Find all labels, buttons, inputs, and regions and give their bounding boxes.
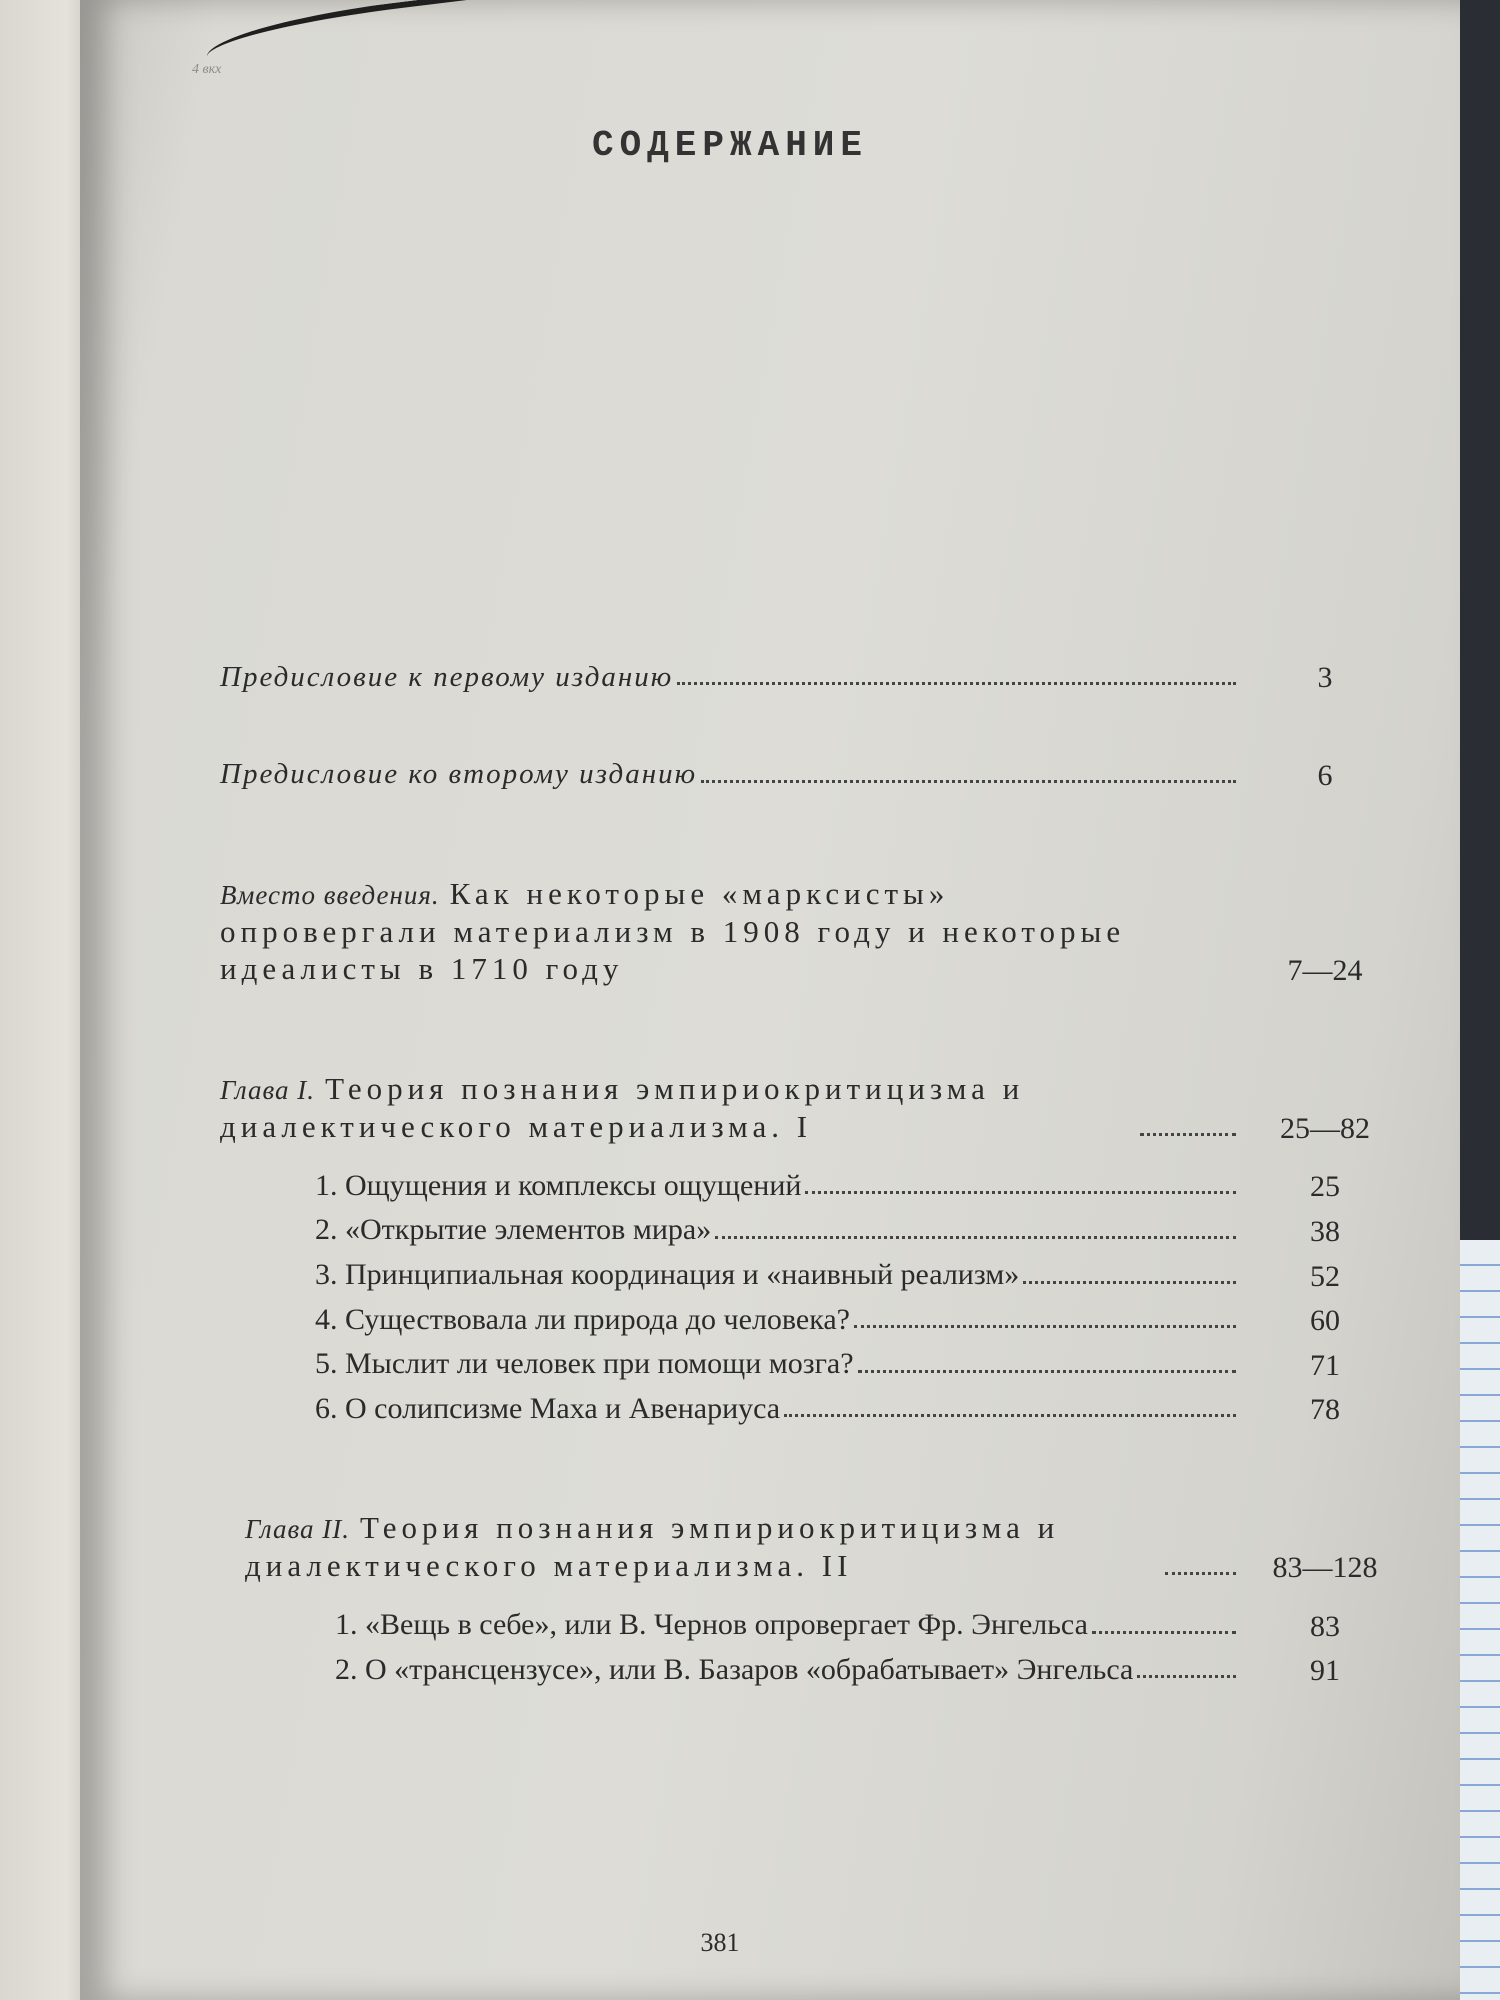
leader-dots: [677, 681, 1236, 685]
section-pages: 91: [1310, 1654, 1340, 1688]
chapter-title: Теория познания эмпириокритицизма и диалектического материализма. II: [245, 1510, 1060, 1584]
table-of-contents: [220, 660, 1400, 1688]
section-title: 6. О солипсизме Маха и Авенариуса: [315, 1391, 781, 1425]
section-title: 2. «Открытие элементов мира»: [315, 1213, 712, 1247]
toc-entry: [220, 660, 1400, 695]
section-title: 2. О «трансцензусе», или В. Базаров «обрабатывает» Энгельса: [335, 1652, 1134, 1686]
toc-section-entry: [220, 1652, 1400, 1689]
toc-entry: [220, 757, 1400, 792]
toc-section-entry: [220, 1212, 1400, 1249]
leader-dots: [1023, 1280, 1236, 1284]
leader-dots: [1165, 1571, 1236, 1575]
section-title: 3. Принципиальная координация и «наивный реализм»: [315, 1258, 1020, 1291]
toc-entry-pages: 7—24: [1287, 954, 1363, 988]
section-label: Вместо введения.: [220, 879, 440, 910]
leader-dots: [784, 1413, 1236, 1417]
leader-dots: [715, 1235, 1236, 1239]
section-pages: 25: [1310, 1170, 1340, 1204]
toc-chapter-entry: [220, 1509, 1400, 1585]
toc-entry-title: Предисловие к первому изданию: [220, 661, 674, 693]
toc-section-entry: [220, 1391, 1400, 1428]
toc-entry-pages: 83—128: [1272, 1551, 1378, 1584]
leader-dots: [701, 779, 1236, 783]
toc-entry-pages: 6: [1317, 758, 1333, 792]
page-title: СОДЕРЖАНИЕ: [591, 125, 869, 166]
leader-dots: [858, 1369, 1236, 1373]
toc-entry-title: [220, 1509, 1165, 1585]
toc-entry-pages: 25—82: [1280, 1111, 1370, 1145]
decorative-rule: [203, 0, 537, 78]
toc-intro-entry: [220, 875, 1400, 988]
section-pages: 83: [1310, 1609, 1340, 1643]
leader-dots: [854, 1324, 1236, 1328]
section-title: 5. Мыслит ли человек при помощи мозга?: [315, 1347, 854, 1381]
toc-section-entry: [220, 1168, 1400, 1205]
toc-section-entry: [220, 1607, 1400, 1644]
section-title: 1. Ощущения и комплексы ощущений: [315, 1168, 802, 1202]
section-pages: 52: [1310, 1259, 1340, 1293]
toc-section-entry: [220, 1257, 1400, 1294]
toc-entry-title: [220, 1070, 1140, 1146]
leader-dots: [1140, 1132, 1236, 1136]
toc-section-entry: [220, 1302, 1400, 1339]
section-pages: 60: [1310, 1304, 1340, 1338]
toc-entry-title: Предисловие ко второму изданию: [220, 758, 698, 791]
pencil-note: 4 вкх: [192, 62, 222, 77]
toc-section-entry: [220, 1346, 1400, 1383]
page-number: 381: [700, 1928, 740, 1957]
book-page: [80, 0, 1460, 2000]
chapter-label: Глава II.: [245, 1514, 351, 1545]
chapter-label: Глава I.: [220, 1075, 316, 1106]
notepad-edge: [1460, 1240, 1500, 2000]
chapter2-sections: [220, 1607, 1400, 1688]
section-pages: 71: [1310, 1348, 1340, 1382]
leader-dots: [1092, 1630, 1236, 1634]
chapter-title: Теория познания эмпириокритицизма и диалектического материализма. I: [220, 1071, 1025, 1144]
leader-dots: [1137, 1674, 1236, 1678]
chapter1-sections: [220, 1168, 1400, 1428]
section-pages: 38: [1310, 1215, 1340, 1248]
leader-dots: [805, 1190, 1236, 1194]
intro-text: Как некоторые «марксисты» опровергали материализм в 1908 году и некоторые идеалисты в 1710 году: [220, 875, 1126, 987]
toc-entry-title: [220, 875, 1140, 988]
toc-chapter-entry: [220, 1070, 1400, 1146]
section-title: 1. «Вещь в себе», или В. Чернов опровергает Фр. Энгельса: [335, 1608, 1088, 1641]
section-title: 4. Существовала ли природа до человека?: [315, 1302, 850, 1336]
toc-entry-pages: 3: [1317, 661, 1333, 695]
section-pages: 78: [1310, 1393, 1340, 1427]
